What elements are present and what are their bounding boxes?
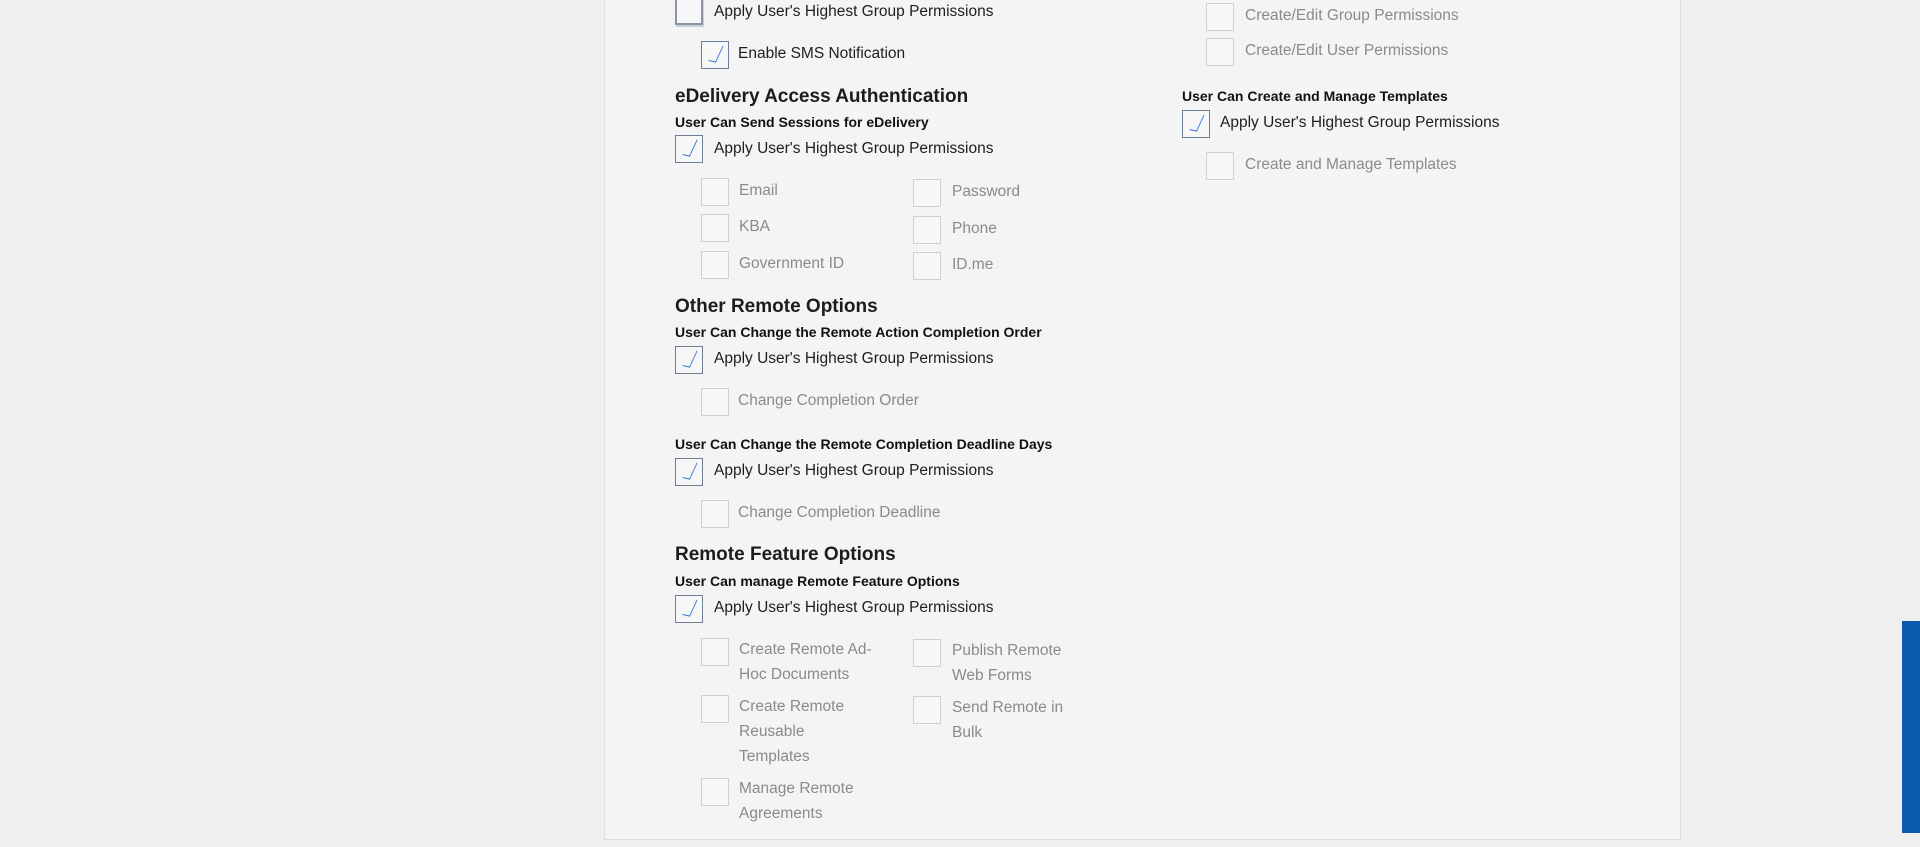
templates-apply-highest-checkbox[interactable] <box>1182 110 1210 138</box>
send-bulk-checkbox[interactable] <box>913 696 941 724</box>
send-bulk-label: Send Remote in Bulk <box>952 699 1064 741</box>
kba-label: KBA <box>739 218 771 235</box>
email-label: Email <box>739 182 778 199</box>
change-completion-deadline-label: Change Completion Deadline <box>738 504 941 521</box>
create-reusable-label: Create Remote Reusable Templates <box>739 698 845 765</box>
apply-highest-permissions-label-top: Apply User's Highest Group Permissions <box>714 3 994 20</box>
completion-deadline-apply-highest-checkbox[interactable] <box>675 458 703 486</box>
completion-deadline-subheading: User Can Change the Remote Completion Deadline Days <box>675 436 1053 452</box>
create-edit-user-checkbox[interactable] <box>1206 38 1234 66</box>
publish-web-forms-label: Publish Remote Web Forms <box>952 642 1062 684</box>
create-adhoc-checkbox[interactable] <box>701 638 729 666</box>
other-remote-heading: Other Remote Options <box>675 296 878 317</box>
create-edit-user-label: Create/Edit User Permissions <box>1245 42 1449 59</box>
government-id-label: Government ID <box>739 255 845 272</box>
completion-deadline-apply-highest-label: Apply User's Highest Group Permissions <box>714 462 994 479</box>
enable-sms-checkbox[interactable] <box>701 41 729 69</box>
edelivery-apply-highest-label: Apply User's Highest Group Permissions <box>714 140 994 157</box>
manage-agreements-checkbox[interactable] <box>701 778 729 806</box>
completion-order-apply-highest-checkbox[interactable] <box>675 346 703 374</box>
change-completion-deadline-checkbox[interactable] <box>701 500 729 528</box>
password-checkbox[interactable] <box>913 179 941 207</box>
phone-label: Phone <box>952 220 997 237</box>
edelivery-apply-highest-checkbox[interactable] <box>675 135 703 163</box>
apply-highest-permissions-checkbox-top[interactable] <box>675 0 703 25</box>
publish-web-forms-checkbox[interactable] <box>913 639 941 667</box>
remote-feature-heading: Remote Feature Options <box>675 544 896 565</box>
remote-feature-apply-highest-label: Apply User's Highest Group Permissions <box>714 599 994 616</box>
permissions-panel <box>604 0 1681 840</box>
edelivery-heading: eDelivery Access Authentication <box>675 86 969 107</box>
create-edit-group-checkbox[interactable] <box>1206 3 1234 31</box>
enable-sms-label: Enable SMS Notification <box>738 45 906 62</box>
idme-checkbox[interactable] <box>913 252 941 280</box>
idme-label: ID.me <box>952 256 994 273</box>
government-id-checkbox[interactable] <box>701 251 729 279</box>
completion-order-apply-highest-label: Apply User's Highest Group Permissions <box>714 350 994 367</box>
edelivery-subheading: User Can Send Sessions for eDelivery <box>675 114 929 130</box>
change-completion-order-checkbox[interactable] <box>701 388 729 416</box>
create-reusable-checkbox[interactable] <box>701 695 729 723</box>
completion-order-subheading: User Can Change the Remote Action Completion Order <box>675 324 1042 340</box>
password-label: Password <box>952 183 1021 200</box>
create-manage-templates-checkbox[interactable] <box>1206 152 1234 180</box>
email-checkbox[interactable] <box>701 178 729 206</box>
create-edit-group-label: Create/Edit Group Permissions <box>1245 7 1459 24</box>
create-adhoc-label: Create Remote Ad-Hoc Documents <box>739 641 872 683</box>
create-manage-templates-label: Create and Manage Templates <box>1245 156 1457 173</box>
phone-checkbox[interactable] <box>913 216 941 244</box>
kba-checkbox[interactable] <box>701 214 729 242</box>
templates-apply-highest-label: Apply User's Highest Group Permissions <box>1220 114 1500 131</box>
remote-feature-apply-highest-checkbox[interactable] <box>675 595 703 623</box>
remote-feature-subheading: User Can manage Remote Feature Options <box>675 573 960 589</box>
change-completion-order-label: Change Completion Order <box>738 392 919 409</box>
manage-agreements-label: Manage Remote Agreements <box>739 780 854 822</box>
scrollbar-thumb[interactable] <box>1902 621 1920 833</box>
templates-subheading: User Can Create and Manage Templates <box>1182 88 1448 104</box>
